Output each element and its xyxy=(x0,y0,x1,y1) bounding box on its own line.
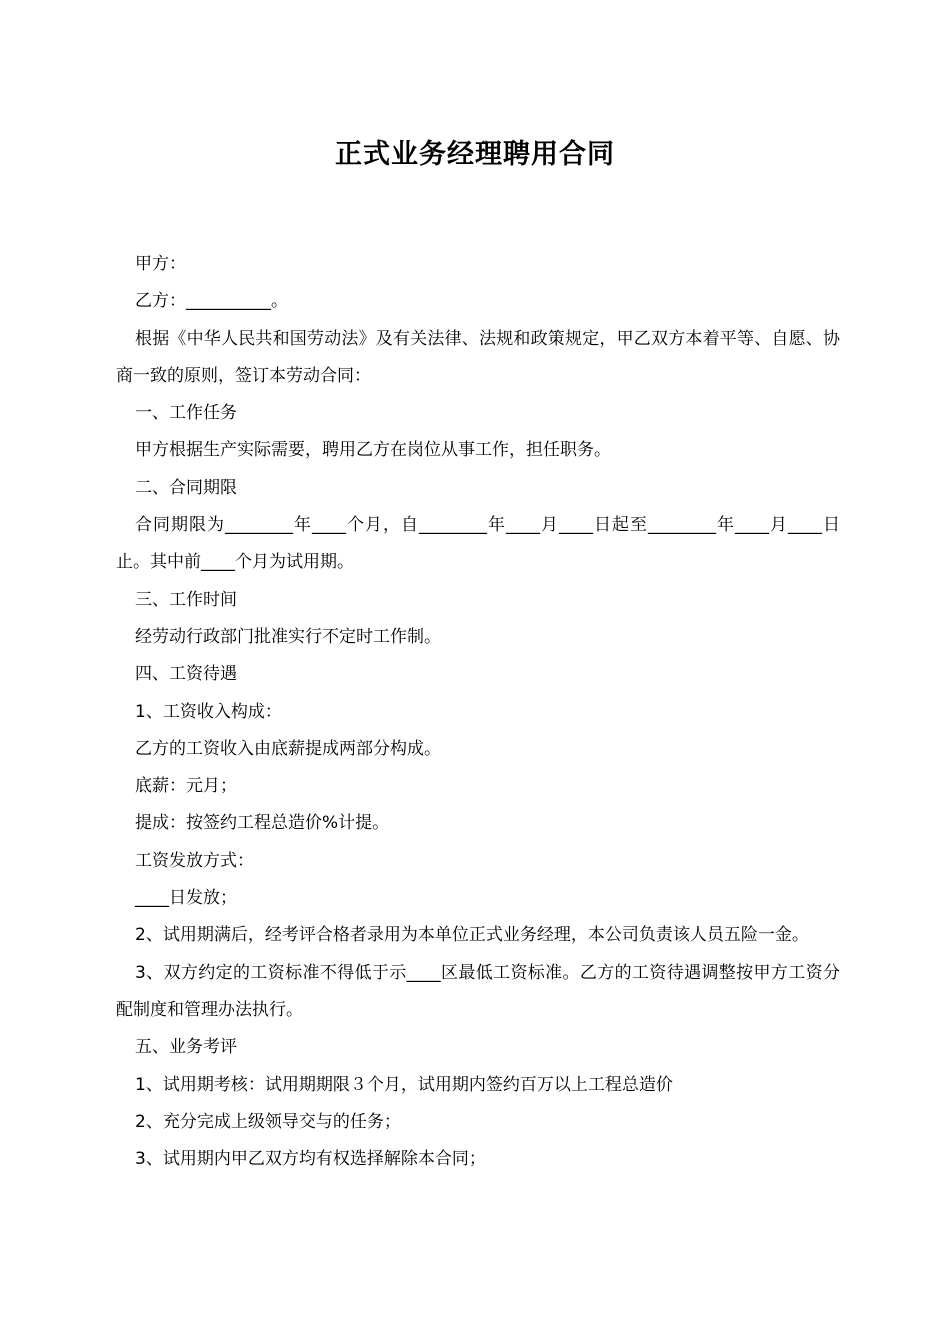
section-heading-work-tasks: 一、工作任务 xyxy=(135,403,237,424)
evaluation-item-3: 3、试用期内甲乙双方均有权选择解除本合同； xyxy=(135,1149,486,1170)
section-heading-contract-term: 二、合同期限 xyxy=(135,477,237,498)
commission-line: 提成：按签约工程总造价%计提。 xyxy=(135,813,390,834)
evaluation-item-2: 2、充分完成上级领导交与的任务； xyxy=(135,1111,401,1132)
payment-day-line: ____日发放； xyxy=(135,888,237,909)
salary-item-2: 2、试用期满后，经考评合格者录用为本单位正式业务经理，本公司负责该人员五险一金。 xyxy=(135,925,809,946)
base-salary-line: 底薪：元月； xyxy=(135,776,237,797)
section-heading-evaluation: 五、业务考评 xyxy=(135,1037,237,1058)
party-b-line: 乙方：__________。 xyxy=(135,291,288,312)
salary-item-1: 1、工资收入构成： xyxy=(135,701,282,722)
party-a-line: 甲方： xyxy=(135,254,186,274)
work-tasks-paragraph: 甲方根据生产实际需要，聘用乙方在岗位从事工作，担任职务。 xyxy=(135,440,611,461)
salary-item-3: 3、双方约定的工资标准不得低于示____区最低工资标准。乙方的工资待遇调整按甲方工资分配制度和管理办法执行。 xyxy=(116,962,840,1020)
evaluation-item-1: 1、试用期考核：试用期期限３个月，试用期内签约百万以上工程总造价 xyxy=(135,1074,673,1095)
document-title: 正式业务经理聘用合同 xyxy=(335,139,615,170)
section-heading-working-hours: 三、工作时间 xyxy=(135,589,237,610)
salary-composition: 乙方的工资收入由底薪提成两部分构成。 xyxy=(135,738,441,759)
payment-method-line: 工资发放方式： xyxy=(135,850,254,871)
working-hours-paragraph: 经劳动行政部门批准实行不定时工作制。 xyxy=(135,626,441,647)
section-heading-salary: 四、工资待遇 xyxy=(135,664,237,685)
document-body xyxy=(116,246,840,1178)
preamble-paragraph: 根据《中华人民共和国劳动法》及有关法律、法规和政策规定，甲乙双方本着平等、自愿、协商一致的原则，签订本劳动合同： xyxy=(116,328,840,386)
contract-term-paragraph: 合同期限为________年____个月，自________年____月____日起至________年____月____日止。其中前____个月为试用期。 xyxy=(116,515,840,573)
